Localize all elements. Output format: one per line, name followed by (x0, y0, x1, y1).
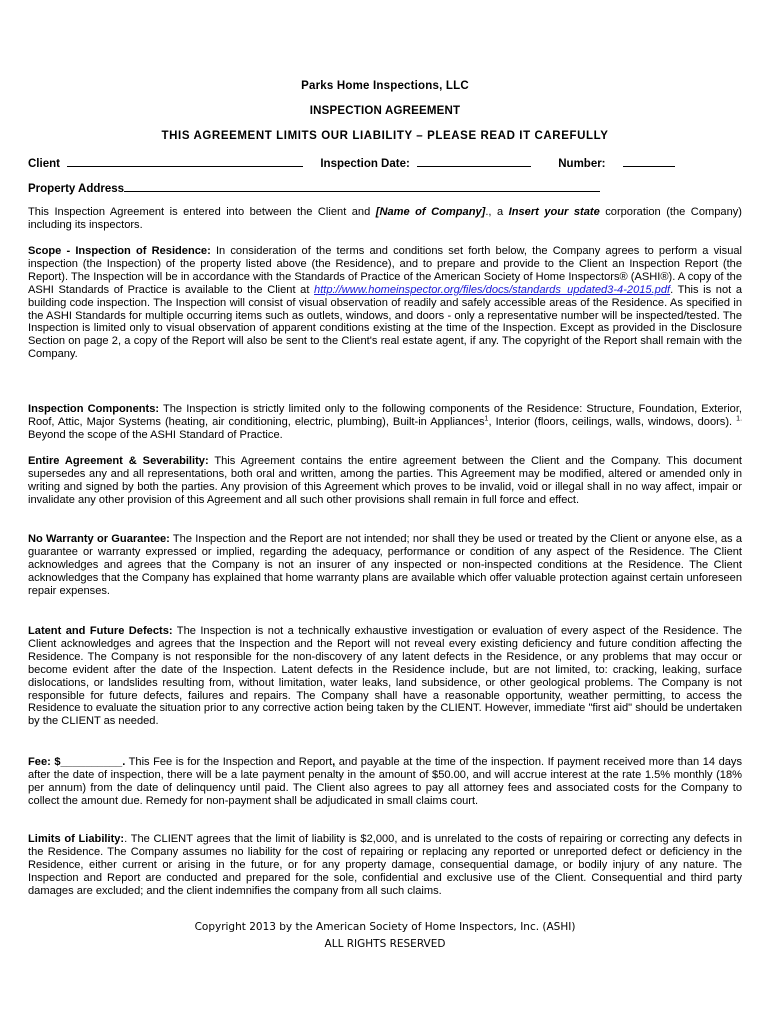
intro-text-c: corporation (the Company) including its inspectors. (28, 206, 742, 231)
number-label: Number: (558, 158, 606, 170)
fee-comma: , (332, 756, 336, 768)
entire-agreement-text: This Agreement contains the entire agreement between the Client and the Company. This document supersedes any and all representations, both oral and written, among the parties. This Agreement may be modified, altered or amended only in writing and signed by both the parties. Any provision of this Agreement which proves to be invalid, void or illegal shall in no way affect, impair or invalidate any other provision of this Agreement and all such other provisions shall remain in full force and effect. (28, 455, 742, 506)
fee-amount-field[interactable]: __________ (60, 756, 123, 768)
property-address-label: Property Address (28, 183, 125, 195)
scope-heading: Scope - Inspection of Residence: (28, 245, 211, 257)
scope-text-b: . This is not a building code inspection. The Inspection will consist of visual observation of readily and safely accessible areas of the Residence. As specified in the ASHI Standards for multiple occurring items such as outlets, windows, and doors - only a representative number will be inspected/tested. The Inspection is limited only to visual observation of apparent conditions existing at the time of the Inspection. Except as provided in the Disclosure Section on page 2, a copy of the Report will also be sent to the Client's real estate agent, if any. The copyright of the Report shall remain with the Company. (28, 283, 742, 361)
client-info-row (28, 155, 742, 170)
state-placeholder: Insert your state (508, 206, 600, 218)
limits-heading: Limits of Liability: (28, 833, 125, 845)
latent-defects-text: The Inspection is not a technically exhaustive investigation or evaluation of every aspect of the Residence. The Client acknowledges and agrees that the Inspection and the Report will not reveal every existing deficiency and future condition affecting the Residence. The Company is not responsible for the non-discovery of any latent defects in the Residence, or any problems that may occur or become evident after the date of the Inspection. Latent defects in the Residence include, but are not limited, to: cracking, leaking, surface dislocations, or landslides resulting from, without limitation, water leaks, land subsidence, or other geological problems. The Company is not responsible for future defects, failures and repairs. The Company shall have a reasonable opportunity, weather permitting, to access the Residence to evaluate the situation prior to any corrective action being taken by the CLIENT. However, immediate "first aid" should be undertaken by the CLIENT as needed. (28, 625, 742, 728)
fee-text-b: and payable at the time of the inspection. If payment received more than 14 days after the date of inspection, there will be a late payment penalty in the amount of $50.00, and will accrue interest at the rate 1.5% monthly (18% per annum) from the date of delinquency until paid. The Client also agrees to pay all attorney fees and associated costs for the Company to collect the amount due. Remedy for non-payment shall be adjudicated in small claims court. (28, 756, 743, 807)
warranty-paragraph (28, 533, 742, 598)
ashi-standards-link[interactable]: http://www.homeinspector.org/files/docs/standards_updated3-4-2015.pdf (314, 283, 671, 296)
company-name: Parks Home Inspections, LLC (301, 80, 469, 92)
components-heading: Inspection Components: (28, 403, 160, 415)
intro-text-a: This Inspection Agreement is entered into between the Client and (28, 206, 376, 218)
fee-paragraph (28, 756, 742, 808)
scope-text-a: In consideration of the terms and conditions set forth below, the Company agrees to perform a visual inspection (the Inspection) of the property listed above (the Residence), and to prepare and provide to the Client an Inspection Report (the Report). The Inspection will be in accordance with the Standards of Practice of the American Society of Home Inspectors® (ASHI®). A copy of the ASHI Standards of Practice is available to the Client at (28, 245, 743, 296)
limits-text: . The CLIENT agrees that the limit of liability is $2,000, and is unrelated to the costs of repairing or correcting any defects in the Residence. The Company assumes no liability for the cost of repairing or replacing any reported or unreported defect or deficiency in the Residence, either current or arising in the future, or for any property damage, consequential damage, or bodily injury of any nature. The Inspection and Report are conducted and prepared for the sole, confidential and exclusive use of the Client. Consequential and third party damages are excluded; and the client indemnifies the company from all such claims. (28, 833, 742, 897)
copyright-line: Copyright 2013 by the American Society of Home Inspectors, Inc. (ASHI) (194, 921, 576, 933)
document-title: INSPECTION AGREEMENT (309, 105, 461, 117)
rights-reserved-line: ALL RIGHTS RESERVED (324, 938, 446, 950)
footnote-marker-2: 1. (736, 415, 743, 423)
latent-defects-paragraph (28, 625, 742, 728)
inspection-date-field[interactable] (417, 155, 531, 167)
property-address-row (28, 180, 742, 195)
intro-text-b: ., a (485, 206, 509, 218)
scope-paragraph (28, 245, 742, 361)
number-field[interactable] (623, 155, 675, 167)
warranty-heading: No Warranty or Guarantee: (28, 533, 170, 545)
intro-paragraph (28, 206, 742, 232)
components-text-c: Beyond the scope of the ASHI Standard of Practice. (28, 428, 283, 441)
property-address-field[interactable] (124, 180, 600, 192)
limits-paragraph (28, 833, 742, 898)
fee-text-a: This Fee is for the Inspection and Report (125, 756, 333, 768)
inspection-date-label: Inspection Date: (320, 158, 410, 170)
fee-dot: . (122, 756, 126, 768)
company-placeholder: [Name of Company] (375, 206, 486, 218)
entire-agreement-paragraph (28, 455, 742, 507)
client-label: Client (28, 158, 60, 170)
components-text-a: The Inspection is strictly limited only to the following components of the Residence: Structure, Foundation, Exterior, Roof, Attic, Major Systems (heating, air conditioning, electric, plumbing), Built-in Appliances (28, 403, 742, 428)
entire-agreement-heading: Entire Agreement & Severability: (28, 455, 209, 467)
client-field[interactable] (67, 155, 303, 167)
footnote-marker-1: 1 (484, 415, 489, 423)
components-paragraph (28, 403, 742, 442)
warranty-text: The Inspection and the Report are not intended; nor shall they be used or treated by the Client or anyone else, as a guarantee or warranty expressed or implied, regarding the adequacy, performance or condition of any aspect of the Residence. The Client acknowledges and agrees that the Company is not an insurer of any inspected or non-inspected conditions at the Residence. The Client acknowledges that the Company has explained that home warranty plans are available which offer valuable protection against certain unforeseen repair expenses. (28, 533, 742, 597)
liability-warning: THIS AGREEMENT LIMITS OUR LIABILITY – PLEASE READ IT CAREFULLY (161, 130, 609, 142)
components-text-b: , Interior (floors, ceilings, walls, windows, doors). (488, 415, 737, 428)
fee-heading: Fee: $ (28, 756, 61, 768)
latent-defects-heading: Latent and Future Defects: (28, 625, 173, 637)
